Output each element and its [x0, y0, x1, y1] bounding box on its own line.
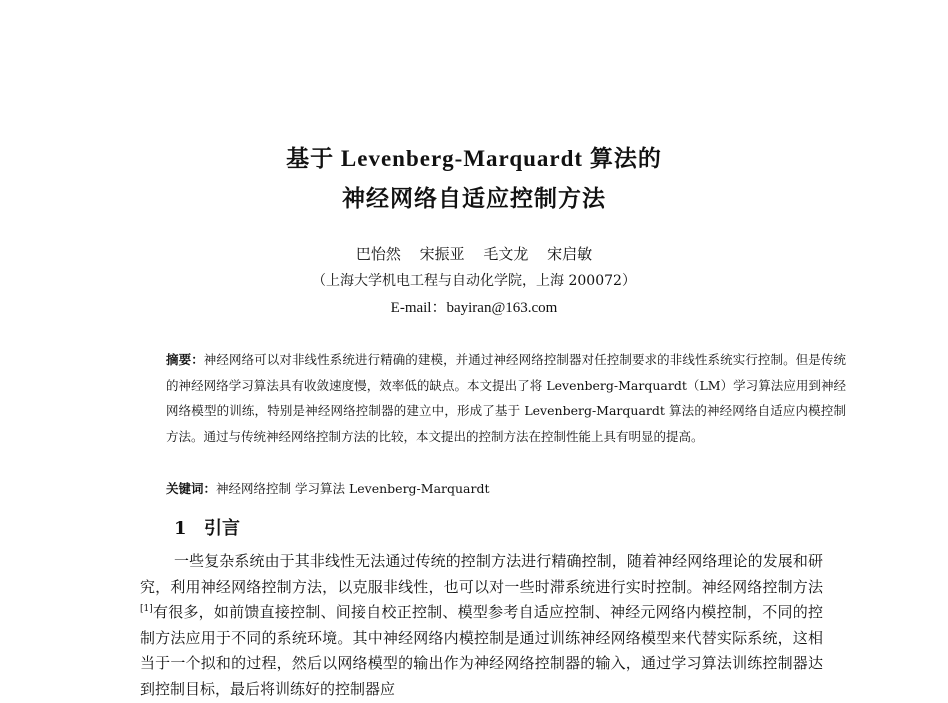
section-number: 1 [174, 518, 187, 539]
body-text-part1: 一些复杂系统由于其非线性无法通过传统的控制方法进行精确控制，随着神经网络理论的发展和研究，利用神经网络控制方法，以克服非线性，也可以对一些时滞系统进行实时控制。神经网络控制方法 [140, 552, 823, 596]
abstract-text: 神经网络可以对非线性系统进行精确的建模，并通过神经网络控制器对任控制要求的非线性系统实行控制。但是传统的神经网络学习算法具有收敛速度慢，效率低的缺点。本文提出了将 Levenberg-Marquardt（LM）学习算法应用到神经网络模型的训练，特别是神经网络控制器的建立中，形成了基于 Levenberg-Marquardt 算法的神经网络自适应内模控制方法。通过与传统神经网络控制方法的比较，本文提出的控制方法在控制性能上具有明显的提高。 [166, 352, 846, 444]
paper-title-line2: 神经网络自适应控制方法 [342, 186, 606, 211]
paper-title-line1: 基于 Levenberg-Marquardt 算法的 [286, 146, 662, 171]
author-email: E-mail：bayiran@163.com [390, 300, 558, 316]
keywords-label: 关键词： [166, 481, 217, 496]
author-list: 巴怡然 宋振亚 毛文龙 宋启敏 [355, 245, 593, 263]
abstract [140, 347, 846, 449]
body-paragraph [140, 549, 823, 703]
body-text-part2: 有很多，如前馈直接控制、间接自校正控制、模型参考自适应控制、神经元网络内模控制，不同的控制方法应用于不同的系统环境。其中神经网络内模控制是通过训练神经网络模型来代替实际系统，这相当于一个拟和的过程，然后以网络模型的输出作为神经网络控制器的输入，通过学习算法训练控制器达到控制目标，最后将训练好的控制器应 [140, 603, 823, 698]
keywords-text: 神经网络控制 学习算法 Levenberg-Marquardt [216, 481, 490, 496]
section-heading [174, 514, 240, 540]
abstract-label: 摘要： [166, 352, 204, 367]
affiliation: （上海大学机电工程与自动化学院，上海 200072） [312, 273, 636, 289]
keywords [166, 479, 820, 497]
citation-ref: [1] [140, 604, 153, 615]
section-title: 引言 [204, 518, 240, 539]
